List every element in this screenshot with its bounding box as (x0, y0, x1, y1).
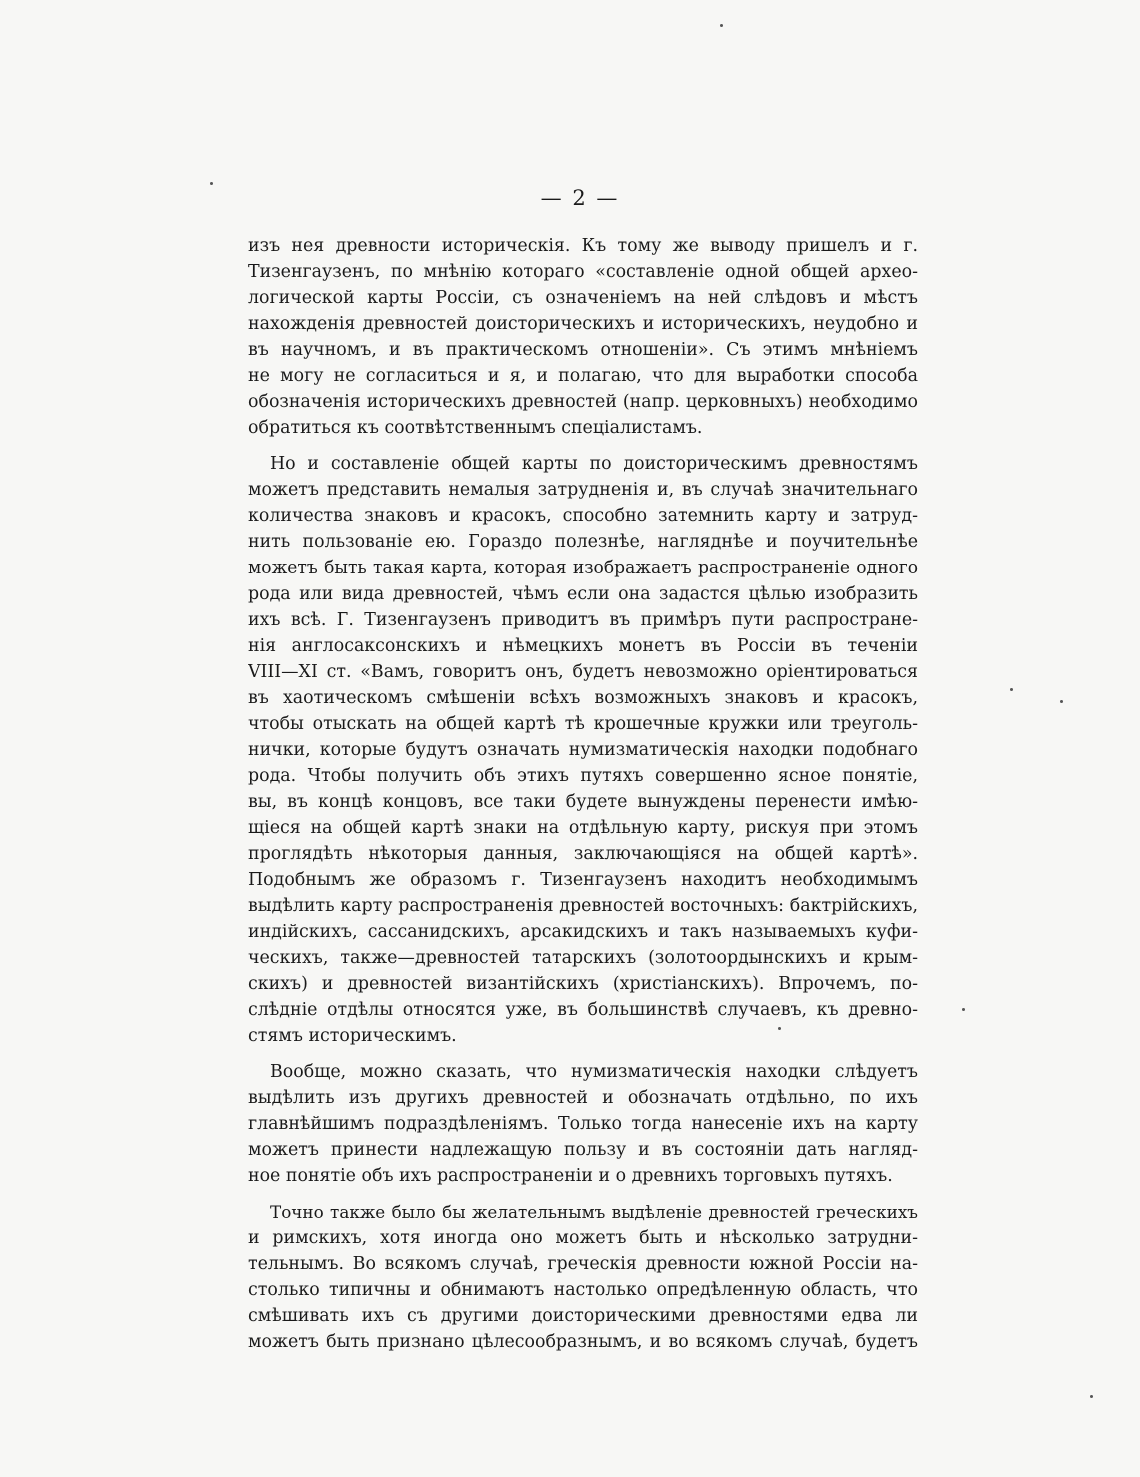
text-line: изъ нея древности историческія. Къ тому же выводу пришелъ и г. (248, 236, 918, 256)
paragraph (248, 1059, 918, 1189)
text-line: чтобы отыскать на общей картѣ тѣ крошечные кружки или треуголь- (248, 714, 918, 734)
text-line: вы, въ концѣ концовъ, все таки будете вынуждены перенести имѣю- (248, 792, 918, 812)
scan-speck (720, 24, 723, 27)
scan-speck (778, 1027, 781, 1030)
paragraph-gap (248, 1049, 918, 1059)
text-line: въ научномъ, и въ практическомъ отношеніи». Съ этимъ мнѣніемъ (248, 340, 918, 360)
text-line: обратиться къ соотвѣтственнымъ спеціалистамъ. (248, 418, 703, 438)
text-line: обозначенія историческихъ древностей (напр. церковныхъ) необходимо (248, 392, 918, 412)
paragraph (248, 1199, 918, 1355)
text-line: Точно также было бы желательнымъ выдѣленіе древностей греческихъ (270, 1202, 918, 1222)
text-line: выдѣлить изъ другихъ древностей и обозначать отдѣльно, по ихъ (248, 1088, 918, 1108)
text-line: можетъ быть такая карта, которая изображаетъ распространеніе одного (248, 558, 918, 578)
text-line: проглядѣть нѣкоторыя данныя, заключающіяся на общей картѣ». (248, 844, 918, 864)
paragraph (248, 233, 918, 441)
text-line: слѣдніе отдѣлы относятся уже, въ большинствѣ случаевъ, къ древно- (248, 1000, 918, 1020)
scan-speck (1010, 688, 1013, 691)
text-line: выдѣлить карту распространенія древностей восточныхъ: бактрійскихъ, (248, 896, 918, 916)
text-line: Вообще, можно сказать, что нумизматическія находки слѣдуетъ (270, 1062, 918, 1082)
text-line: нить пользованіе ею. Гораздо полезнѣе, нагляднѣе и поучительнѣе (248, 532, 918, 552)
scan-speck (1090, 1395, 1093, 1398)
text-line: Подобнымъ же образомъ г. Тизенгаузенъ находитъ необходимымъ (248, 870, 918, 890)
text-line: нички, которые будутъ означать нумизматическія находки подобнаго (248, 740, 918, 760)
text-line: можетъ принести надлежащую пользу и въ состояніи дать нагляд- (248, 1140, 918, 1160)
text-line: стямъ историческимъ. (248, 1026, 457, 1046)
text-line: скихъ) и древностей византійскихъ (христіанскихъ). Впрочемъ, по- (248, 974, 918, 994)
text-line: столько типичны и обнимаютъ настолько опредѣленную область, что (248, 1280, 918, 1300)
text-line: ное понятіе объ ихъ распространеніи и о древнихъ торговыхъ путяхъ. (248, 1166, 893, 1186)
text-line: ческихъ, также—древностей татарскихъ (золотоордынскихъ и крым- (248, 948, 918, 968)
text-line: щіеся на общей картѣ знаки на отдѣльную карту, рискуя при этомъ (248, 818, 918, 838)
text-line: тельнымъ. Во всякомъ случаѣ, греческія древности южной Россіи на- (248, 1254, 918, 1274)
text-line: не могу не согласиться и я, и полагаю, что для выработки способа (248, 366, 918, 386)
text-line: рода или вида древностей, чѣмъ если она задастся цѣлью изобразить (248, 584, 918, 604)
text-line: главнѣйшимъ подраздѣленіямъ. Только тогда нанесеніе ихъ на карту (248, 1114, 918, 1134)
scan-speck (962, 1008, 965, 1011)
text-line: индійскихъ, сассанидскихъ, арсакидскихъ и такъ называемыхъ куфи- (248, 922, 918, 942)
paragraph-gap (248, 441, 918, 451)
text-line: логической карты Россіи, съ означеніемъ на ней слѣдовъ и мѣстъ (248, 288, 918, 308)
text-line: Тизенгаузенъ, по мнѣнію котораго «составленіе одной общей архео- (248, 262, 918, 282)
text-line: количества знаковъ и красокъ, способно затемнить карту и затруд- (248, 506, 918, 526)
text-line: смѣшивать ихъ съ другими доисторическими древностями едва ли (248, 1306, 918, 1326)
text-line: можетъ представить немалыя затрудненія и, въ случаѣ значительнаго (248, 480, 918, 500)
text-line: и римскихъ, хотя иногда оно можетъ быть и нѣсколько затрудни- (248, 1228, 918, 1248)
text-line: рода. Чтобы получить объ этихъ путяхъ совершенно ясное понятіе, (248, 766, 918, 786)
text-line: нахожденія древностей доисторическихъ и историческихъ, неудобно и (248, 314, 918, 334)
text-line: нія англосаксонскихъ и нѣмецкихъ монетъ въ Россіи въ теченіи (248, 636, 918, 656)
body-text (248, 233, 918, 1355)
text-line: можетъ быть признано цѣлесообразнымъ, и во всякомъ случаѣ, будетъ (248, 1332, 918, 1352)
text-line: Но и составленіе общей карты по доисторическимъ древностямъ (270, 454, 918, 474)
text-line: VIII—XI ст. «Вамъ, говоритъ онъ, будетъ невозможно оріентироваться (248, 662, 918, 682)
scan-speck (210, 182, 213, 185)
page-number: — 2 — (540, 186, 620, 210)
scan-speck (1060, 700, 1063, 703)
text-line: ихъ всѣ. Г. Тизенгаузенъ приводитъ въ примѣръ пути распростране- (248, 610, 918, 630)
paragraph (248, 451, 918, 1049)
paragraph-gap (248, 1189, 918, 1199)
text-line: въ хаотическомъ смѣшеніи всѣхъ возможныхъ знаковъ и красокъ, (248, 688, 918, 708)
